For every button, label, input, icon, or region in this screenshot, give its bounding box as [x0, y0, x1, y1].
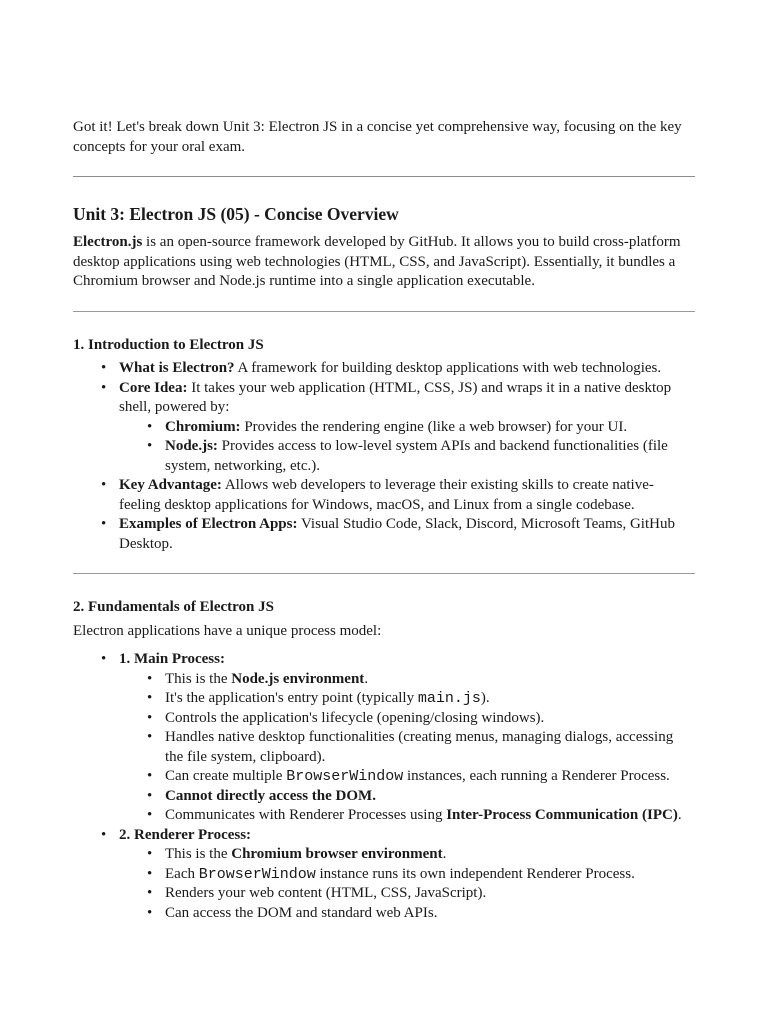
list-item — [165, 728, 695, 767]
list-item — [119, 476, 695, 515]
item-code: BrowserWindow — [286, 768, 404, 785]
renderer-process-sublist — [119, 845, 695, 923]
item-text: . — [442, 846, 447, 862]
item-text: Renders your web content (HTML, CSS, JavaScript). — [165, 885, 487, 901]
section-heading-introduction: 1. Introduction to Electron JS — [73, 336, 264, 353]
list-item — [165, 709, 695, 729]
list-item-main-process — [119, 650, 695, 826]
lead-text: is an open-source framework developed by GitHub. It allows you to build cross-platform desktop applications using web technologies (HTML, CSS, and JavaScript). Essentially, it bundles a Chromium browser and Node.js runtime into a single application executable. — [73, 234, 681, 289]
list-item — [165, 806, 695, 826]
list-item — [119, 379, 695, 477]
item-code: BrowserWindow — [198, 865, 316, 883]
item-text: . — [364, 670, 369, 687]
core-idea-sublist — [119, 418, 695, 477]
list-item — [165, 865, 695, 885]
item-text: Provides access to low-level system APIs and backend functionalities (file system, networking, etc.). — [165, 438, 668, 474]
item-text: Visual Studio Code, Slack, Discord, Microsoft Teams, GitHub Desktop. — [119, 516, 675, 552]
item-text: Can access the DOM and standard web APIs. — [165, 904, 438, 921]
item-bold: Node.js environment — [231, 670, 365, 687]
item-text: Allows web developers to leverage their existing skills to create native-feeling desktop applications for Windows, macOS, and Linux from a single codebase. — [119, 477, 654, 513]
item-label: Examples of Electron Apps: — [119, 516, 298, 532]
process-list — [73, 650, 695, 923]
list-item — [165, 845, 695, 865]
list-item — [165, 670, 695, 690]
list-item — [165, 767, 695, 787]
item-text: Each — [165, 865, 199, 882]
item-text: Can create multiple — [165, 768, 287, 784]
item-bold: Chromium browser environment — [231, 846, 443, 862]
item-text: instance runs its own independent Renderer Process. — [315, 865, 635, 882]
main-process-sublist — [119, 670, 695, 826]
divider — [73, 573, 695, 574]
item-label: Core Idea: — [119, 379, 188, 396]
item-label: Node.js: — [165, 438, 218, 454]
item-text: A framework for building desktop applications with web technologies. — [234, 360, 662, 376]
item-text: It's the application's entry point (typically — [165, 690, 418, 706]
item-text: instances, each running a Renderer Process. — [403, 768, 670, 784]
item-text: This is the — [165, 846, 232, 862]
item-text: Handles native desktop functionalities (creating menus, managing dialogs, accessing the file system, clipboard). — [165, 729, 674, 765]
lead-paragraph — [73, 233, 695, 292]
list-item — [165, 689, 695, 709]
list-item — [165, 787, 695, 807]
item-text: It takes your web application (HTML, CSS, JS) and wraps it in a native desktop shell, powered by: — [119, 379, 672, 415]
list-item — [165, 437, 695, 476]
item-bold: Inter-Process Communication (IPC) — [446, 807, 678, 823]
introduction-list — [73, 359, 695, 554]
item-label: 1. Main Process: — [119, 651, 225, 667]
list-item-renderer-process — [119, 826, 695, 924]
list-item — [165, 884, 695, 904]
list-item — [165, 904, 695, 924]
item-bold: Cannot directly access the DOM. — [165, 787, 376, 804]
document-page — [73, 0, 695, 923]
item-text: Controls the application's lifecycle (opening/closing windows). — [165, 709, 545, 726]
item-label: What is Electron? — [119, 360, 235, 376]
item-label: Chromium: — [165, 418, 241, 435]
fundamentals-paragraph: Electron applications have a unique process model: — [73, 622, 382, 639]
item-text: ). — [480, 690, 490, 706]
section-heading-fundamentals: 2. Fundamentals of Electron JS — [73, 599, 274, 615]
list-item — [119, 359, 695, 379]
item-label: Key Advantage: — [119, 477, 222, 493]
divider — [73, 311, 695, 312]
item-text: Communicates with Renderer Processes using — [165, 807, 447, 823]
page-title: Unit 3: Electron JS (05) - Concise Overview — [73, 204, 399, 224]
item-text: This is the — [165, 670, 232, 687]
item-label: 2. Renderer Process: — [119, 826, 252, 843]
item-code: main.js — [417, 690, 481, 707]
lead-term: Electron.js — [73, 234, 143, 250]
item-text: . — [677, 807, 682, 823]
intro-text: Got it! Let's break down Unit 3: Electron JS in a concise yet comprehensive way, focusing on the key concepts for your oral exam. — [73, 119, 682, 155]
list-item — [119, 515, 695, 554]
list-item — [165, 418, 695, 438]
divider — [73, 176, 695, 177]
item-text: Provides the rendering engine (like a web browser) for your UI. — [240, 418, 628, 435]
